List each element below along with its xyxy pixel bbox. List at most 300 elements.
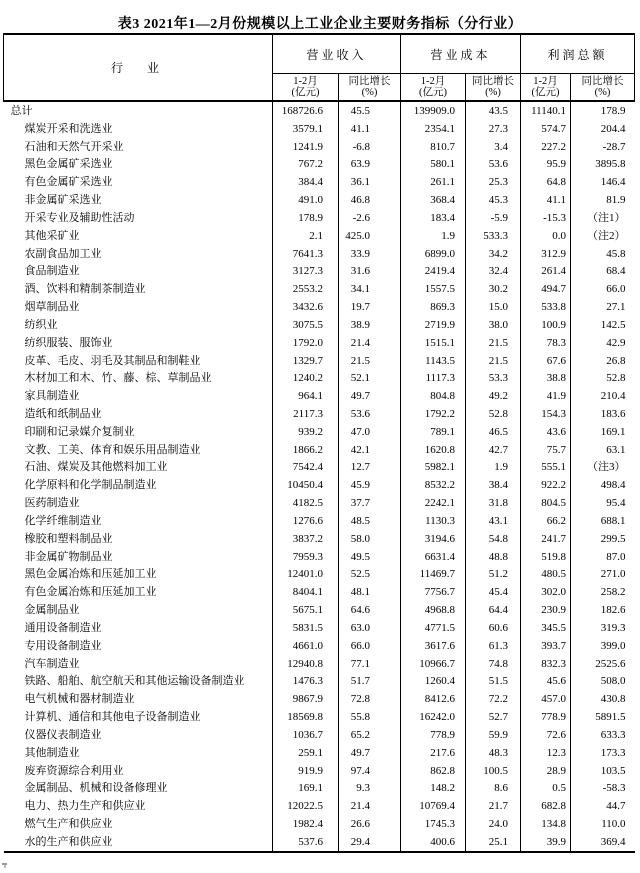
table-row	[4, 601, 635, 619]
value-cell: 4771.5	[401, 619, 466, 637]
value-cell: 43.1	[466, 512, 521, 530]
value-cell: 778.9	[521, 708, 571, 726]
value-cell: 259.1	[273, 744, 339, 762]
value-cell: 1515.1	[401, 334, 466, 352]
value-cell: 3617.6	[401, 637, 466, 655]
industry-name-cell: 煤炭开采和洗选业	[24, 122, 113, 135]
table-row	[4, 387, 635, 405]
table-row	[4, 227, 635, 245]
subheader-line: 1-2月	[533, 75, 558, 87]
value-cell: 34.2	[466, 245, 521, 263]
value-cell: 67.6	[521, 352, 571, 370]
value-cell: 12022.5	[273, 797, 339, 815]
value-cell: 7542.4	[273, 459, 339, 477]
table-body	[4, 101, 635, 852]
value-cell: 97.4	[339, 762, 401, 780]
group-header-operating-cost: 营业成本	[401, 34, 521, 74]
value-cell: 1792.2	[401, 405, 466, 423]
value-cell: 271.0	[571, 566, 635, 584]
value-cell: 1982.4	[273, 815, 339, 833]
table-row	[4, 530, 635, 548]
table-row	[4, 298, 635, 316]
value-cell: 75.7	[521, 441, 571, 459]
value-cell: 368.4	[401, 191, 466, 209]
subheader-line: (亿元)	[291, 87, 320, 98]
group-header-total-profit: 利润总额	[521, 34, 635, 74]
value-cell: 52.8	[466, 405, 521, 423]
value-cell: 49.5	[339, 548, 401, 566]
value-cell: 49.2	[466, 387, 521, 405]
industry-name-cell: 橡胶和塑料制品业	[24, 532, 113, 545]
industry-name-cell: 文教、工美、体育和娱乐用品制造业	[24, 443, 201, 456]
value-cell: 48.1	[339, 583, 401, 601]
value-cell: 2242.1	[401, 494, 466, 512]
value-cell: 574.7	[521, 120, 571, 138]
value-cell: 494.7	[521, 280, 571, 298]
value-cell: 1329.7	[273, 352, 339, 370]
value-cell: 767.2	[273, 155, 339, 173]
header-group-row	[4, 34, 635, 74]
value-cell: 393.7	[521, 637, 571, 655]
value-cell: 65.2	[339, 726, 401, 744]
table-row	[4, 280, 635, 298]
industry-name-cell: 非金属矿采选业	[24, 194, 102, 207]
table-row	[4, 744, 635, 762]
value-cell: 1476.3	[273, 673, 339, 691]
table-row	[4, 708, 635, 726]
value-cell: 45.6	[521, 673, 571, 691]
value-cell: 832.3	[521, 655, 571, 673]
value-cell: 168726.6	[273, 101, 339, 120]
value-cell: 63.0	[339, 619, 401, 637]
value-cell: 210.4	[571, 387, 635, 405]
value-cell: -15.3	[521, 209, 571, 227]
industry-name-cell: 汽车制造业	[24, 657, 80, 670]
value-cell: 42.1	[339, 441, 401, 459]
value-cell: 81.9	[571, 191, 635, 209]
table-row	[4, 352, 635, 370]
value-cell: 173.3	[571, 744, 635, 762]
value-cell: 533.3	[466, 227, 521, 245]
value-cell: 25.3	[466, 173, 521, 191]
value-cell: -58.3	[571, 779, 635, 797]
value-cell: 12940.8	[273, 655, 339, 673]
subheader-line: 同比增长	[348, 75, 391, 87]
value-cell: 1260.4	[401, 673, 466, 691]
value-cell: 939.2	[273, 423, 339, 441]
subheader-line: (%)	[594, 87, 611, 98]
value-cell: 16242.0	[401, 708, 466, 726]
value-cell: 51.5	[466, 673, 521, 691]
value-cell: 103.5	[571, 762, 635, 780]
value-cell: 64.6	[339, 601, 401, 619]
industry-name-cell: 开采专业及辅助性活动	[24, 211, 135, 224]
value-cell: 139909.0	[401, 101, 466, 120]
value-cell: 3837.2	[273, 530, 339, 548]
value-cell: 183.6	[571, 405, 635, 423]
value-cell: 1143.5	[401, 352, 466, 370]
value-cell: 142.5	[571, 316, 635, 334]
value-cell: （注1）	[571, 209, 635, 227]
value-cell: -6.8	[339, 138, 401, 156]
value-cell: 5831.5	[273, 619, 339, 637]
value-cell: 48.3	[466, 744, 521, 762]
value-cell: 1792.0	[273, 334, 339, 352]
table-row	[4, 566, 635, 584]
table-row	[4, 583, 635, 601]
value-cell: 217.6	[401, 744, 466, 762]
industry-name-cell: 电力、热力生产和供应业	[24, 800, 146, 813]
industry-name-cell: 烟草制品业	[24, 301, 80, 314]
industry-name-cell: 金属制品业	[24, 604, 80, 617]
value-cell: 2525.6	[571, 655, 635, 673]
industry-name-cell: 农副食品加工业	[24, 247, 102, 260]
value-cell: 24.0	[466, 815, 521, 833]
value-cell: 19.7	[339, 298, 401, 316]
value-cell: 1241.9	[273, 138, 339, 156]
value-cell: 66.0	[339, 637, 401, 655]
value-cell: 1.9	[401, 227, 466, 245]
value-cell: 72.8	[339, 690, 401, 708]
value-cell: 633.3	[571, 726, 635, 744]
value-cell: 5982.1	[401, 459, 466, 477]
industry-name-cell: 总计	[10, 104, 33, 117]
value-cell: 68.4	[571, 262, 635, 280]
value-cell: 78.3	[521, 334, 571, 352]
value-cell: 480.5	[521, 566, 571, 584]
value-cell: 66.0	[571, 280, 635, 298]
value-cell: 869.3	[401, 298, 466, 316]
value-cell: 1.9	[466, 459, 521, 477]
value-cell: 1620.8	[401, 441, 466, 459]
value-cell: 3579.1	[273, 120, 339, 138]
subheader-line: 同比增长	[472, 75, 515, 87]
value-cell: 789.1	[401, 423, 466, 441]
subheader-revenue-amount	[273, 74, 339, 102]
value-cell: 29.4	[339, 833, 401, 852]
value-cell: -28.7	[571, 138, 635, 156]
industry-name-cell: 燃气生产和供应业	[24, 818, 113, 831]
value-cell: 42.7	[466, 441, 521, 459]
value-cell: 178.9	[571, 101, 635, 120]
value-cell: 508.0	[571, 673, 635, 691]
value-cell: 261.1	[401, 173, 466, 191]
value-cell: 21.5	[466, 352, 521, 370]
value-cell: 37.7	[339, 494, 401, 512]
value-cell: 688.1	[571, 512, 635, 530]
value-cell: 1036.7	[273, 726, 339, 744]
value-cell: 1276.6	[273, 512, 339, 530]
value-cell: 49.7	[339, 387, 401, 405]
table-row	[4, 476, 635, 494]
subheader-cost-amount	[401, 74, 466, 102]
industry-name-cell: 食品制造业	[24, 265, 80, 278]
industry-name-cell: 金属制品、机械和设备修理业	[24, 782, 168, 795]
value-cell: 498.4	[571, 476, 635, 494]
table-row	[4, 191, 635, 209]
table-header	[4, 34, 635, 101]
value-cell: 63.9	[339, 155, 401, 173]
industry-name-cell: 皮革、毛皮、羽毛及其制品和制鞋业	[24, 354, 201, 367]
value-cell: 7641.3	[273, 245, 339, 263]
value-cell: 12401.0	[273, 566, 339, 584]
value-cell: 580.1	[401, 155, 466, 173]
value-cell: 8412.6	[401, 690, 466, 708]
table-row	[4, 262, 635, 280]
value-cell: 10769.4	[401, 797, 466, 815]
value-cell: 45.5	[339, 101, 401, 120]
industry-name-cell: 纺织业	[24, 318, 58, 331]
value-cell: 457.0	[521, 690, 571, 708]
value-cell: 964.1	[273, 387, 339, 405]
table-row	[4, 690, 635, 708]
industry-name-cell: 有色金属冶炼和压延加工业	[24, 586, 157, 599]
value-cell: 47.0	[339, 423, 401, 441]
value-cell: 72.6	[521, 726, 571, 744]
subheader-line: 1-2月	[420, 75, 446, 87]
table-row	[4, 334, 635, 352]
value-cell: 48.5	[339, 512, 401, 530]
value-cell: 2419.4	[401, 262, 466, 280]
industry-name-cell: 黑色金属矿采选业	[24, 158, 113, 171]
value-cell: 60.6	[466, 619, 521, 637]
value-cell: 312.9	[521, 245, 571, 263]
value-cell: 146.4	[571, 173, 635, 191]
value-cell: 204.4	[571, 120, 635, 138]
value-cell: 61.3	[466, 637, 521, 655]
value-cell: 54.8	[466, 530, 521, 548]
table-row	[4, 726, 635, 744]
subheader-revenue-growth	[339, 74, 401, 102]
table-row	[4, 101, 635, 120]
value-cell: 3895.8	[571, 155, 635, 173]
table-row	[4, 155, 635, 173]
value-cell: 154.3	[521, 405, 571, 423]
value-cell: 25.1	[466, 833, 521, 852]
value-cell: 49.7	[339, 744, 401, 762]
value-cell: 183.4	[401, 209, 466, 227]
value-cell: 72.2	[466, 690, 521, 708]
industry-name-cell: 通用设备制造业	[24, 621, 102, 634]
value-cell: 400.6	[401, 833, 466, 852]
footnote-artifact	[2, 863, 9, 868]
value-cell: 2117.3	[273, 405, 339, 423]
subheader-profit-growth	[571, 74, 635, 102]
value-cell: 28.9	[521, 762, 571, 780]
table-row	[4, 369, 635, 387]
value-cell: 38.9	[339, 316, 401, 334]
value-cell: 53.3	[466, 369, 521, 387]
value-cell: 919.9	[273, 762, 339, 780]
value-cell: 64.4	[466, 601, 521, 619]
table-row	[4, 316, 635, 334]
value-cell: 45.9	[339, 476, 401, 494]
value-cell: 178.9	[273, 209, 339, 227]
value-cell: 2.1	[273, 227, 339, 245]
value-cell: 555.1	[521, 459, 571, 477]
value-cell: 258.2	[571, 583, 635, 601]
value-cell: 45.8	[571, 245, 635, 263]
table-row	[4, 441, 635, 459]
value-cell: 169.1	[273, 779, 339, 797]
table-row	[4, 245, 635, 263]
industry-name-cell: 其他制造业	[24, 746, 80, 759]
value-cell: 1745.3	[401, 815, 466, 833]
value-cell: 299.5	[571, 530, 635, 548]
value-cell: 5675.1	[273, 601, 339, 619]
table-row	[4, 138, 635, 156]
value-cell: 87.0	[571, 548, 635, 566]
industry-name-cell: 酒、饮料和精制茶制造业	[24, 283, 146, 296]
value-cell: 519.8	[521, 548, 571, 566]
value-cell: 1557.5	[401, 280, 466, 298]
value-cell: 778.9	[401, 726, 466, 744]
value-cell: 399.0	[571, 637, 635, 655]
industry-name-cell: 计算机、通信和其他电子设备制造业	[24, 711, 201, 724]
value-cell: 33.9	[339, 245, 401, 263]
value-cell: 15.0	[466, 298, 521, 316]
industry-name-cell: 木材加工和木、竹、藤、棕、草制品业	[24, 372, 212, 385]
subheader-line: (%)	[485, 87, 501, 98]
value-cell: 12.3	[521, 744, 571, 762]
table-row	[4, 673, 635, 691]
value-cell: 31.8	[466, 494, 521, 512]
value-cell: 95.9	[521, 155, 571, 173]
value-cell: 3.4	[466, 138, 521, 156]
industry-name-cell: 黑色金属冶炼和压延加工业	[24, 568, 157, 581]
value-cell: 4968.8	[401, 601, 466, 619]
value-cell: 261.4	[521, 262, 571, 280]
value-cell: 53.6	[466, 155, 521, 173]
value-cell: 3127.3	[273, 262, 339, 280]
value-cell: 110.0	[571, 815, 635, 833]
value-cell: 4661.0	[273, 637, 339, 655]
value-cell: 41.1	[339, 120, 401, 138]
value-cell: 148.2	[401, 779, 466, 797]
industry-name-cell: 造纸和纸制品业	[24, 407, 102, 420]
industry-name-cell: 家具制造业	[24, 390, 80, 403]
value-cell: 41.1	[521, 191, 571, 209]
industry-name-cell: 专用设备制造业	[24, 639, 102, 652]
value-cell: 66.2	[521, 512, 571, 530]
value-cell: 100.9	[521, 316, 571, 334]
table-row	[4, 655, 635, 673]
value-cell: （注2）	[571, 227, 635, 245]
value-cell: 95.4	[571, 494, 635, 512]
table-row	[4, 619, 635, 637]
value-cell: 52.7	[466, 708, 521, 726]
value-cell: 27.3	[466, 120, 521, 138]
value-cell: 46.8	[339, 191, 401, 209]
value-cell: 369.4	[571, 833, 635, 852]
industry-name-cell: 其他采矿业	[24, 229, 80, 242]
value-cell: 21.5	[466, 334, 521, 352]
subheader-line: 1-2月	[293, 75, 318, 87]
value-cell: 134.8	[521, 815, 571, 833]
table-row	[4, 209, 635, 227]
value-cell: 2553.2	[273, 280, 339, 298]
value-cell: 804.8	[401, 387, 466, 405]
value-cell: 533.8	[521, 298, 571, 316]
group-header-operating-revenue: 营业收入	[273, 34, 401, 74]
table-row	[4, 423, 635, 441]
table-row	[4, 548, 635, 566]
table-row	[4, 494, 635, 512]
value-cell: 38.4	[466, 476, 521, 494]
industry-name-cell: 电气机械和器材制造业	[24, 693, 135, 706]
value-cell: 7756.7	[401, 583, 466, 601]
value-cell: 804.5	[521, 494, 571, 512]
subheader-cost-growth	[466, 74, 521, 102]
value-cell: 42.9	[571, 334, 635, 352]
value-cell: 241.7	[521, 530, 571, 548]
table-row	[4, 512, 635, 530]
value-cell: 52.8	[571, 369, 635, 387]
table-row	[4, 779, 635, 797]
value-cell: 27.1	[571, 298, 635, 316]
value-cell: 1130.3	[401, 512, 466, 530]
value-cell: -5.9	[466, 209, 521, 227]
value-cell: 21.4	[339, 797, 401, 815]
value-cell: 2719.9	[401, 316, 466, 334]
table-row	[4, 405, 635, 423]
value-cell: 227.2	[521, 138, 571, 156]
value-cell: 55.8	[339, 708, 401, 726]
value-cell: 31.6	[339, 262, 401, 280]
value-cell: 58.0	[339, 530, 401, 548]
value-cell: 38.0	[466, 316, 521, 334]
table-row	[4, 833, 635, 852]
industry-name-cell: 有色金属矿采选业	[24, 176, 113, 189]
value-cell: （注3）	[571, 459, 635, 477]
subheader-profit-amount	[521, 74, 571, 102]
value-cell: 52.1	[339, 369, 401, 387]
value-cell: 21.7	[466, 797, 521, 815]
page-title: 表3 2021年1—2月份规模以上工业企业主要财务指标（分行业）	[117, 17, 523, 32]
subheader-line: (亿元)	[531, 87, 560, 98]
subheader-line: 同比增长	[581, 75, 624, 87]
value-cell: 302.0	[521, 583, 571, 601]
value-cell: 8404.1	[273, 583, 339, 601]
value-cell: 36.1	[339, 173, 401, 191]
table-row	[4, 173, 635, 191]
value-cell: 682.8	[521, 797, 571, 815]
value-cell: -2.6	[339, 209, 401, 227]
table-row	[4, 762, 635, 780]
value-cell: 3194.6	[401, 530, 466, 548]
value-cell: 45.3	[466, 191, 521, 209]
industry-name-cell: 化学纤维制造业	[24, 514, 102, 527]
value-cell: 0.5	[521, 779, 571, 797]
value-cell: 5891.5	[571, 708, 635, 726]
industry-name-cell: 水的生产和供应业	[24, 835, 113, 848]
industry-name-cell: 石油和天然气开采业	[24, 140, 124, 153]
industry-name-cell: 医药制造业	[24, 497, 80, 510]
value-cell: 3432.6	[273, 298, 339, 316]
industry-name-cell: 化学原料和化学制品制造业	[24, 479, 157, 492]
industry-name-cell: 铁路、船舶、航空航天和其他运输设备制造业	[24, 675, 245, 688]
value-cell: 11140.1	[521, 101, 571, 120]
value-cell: 52.5	[339, 566, 401, 584]
value-cell: 21.4	[339, 334, 401, 352]
value-cell: 74.8	[466, 655, 521, 673]
value-cell: 230.9	[521, 601, 571, 619]
value-cell: 38.8	[521, 369, 571, 387]
value-cell: 319.3	[571, 619, 635, 637]
value-cell: 9867.9	[273, 690, 339, 708]
value-cell: 1866.2	[273, 441, 339, 459]
table-row	[4, 459, 635, 477]
